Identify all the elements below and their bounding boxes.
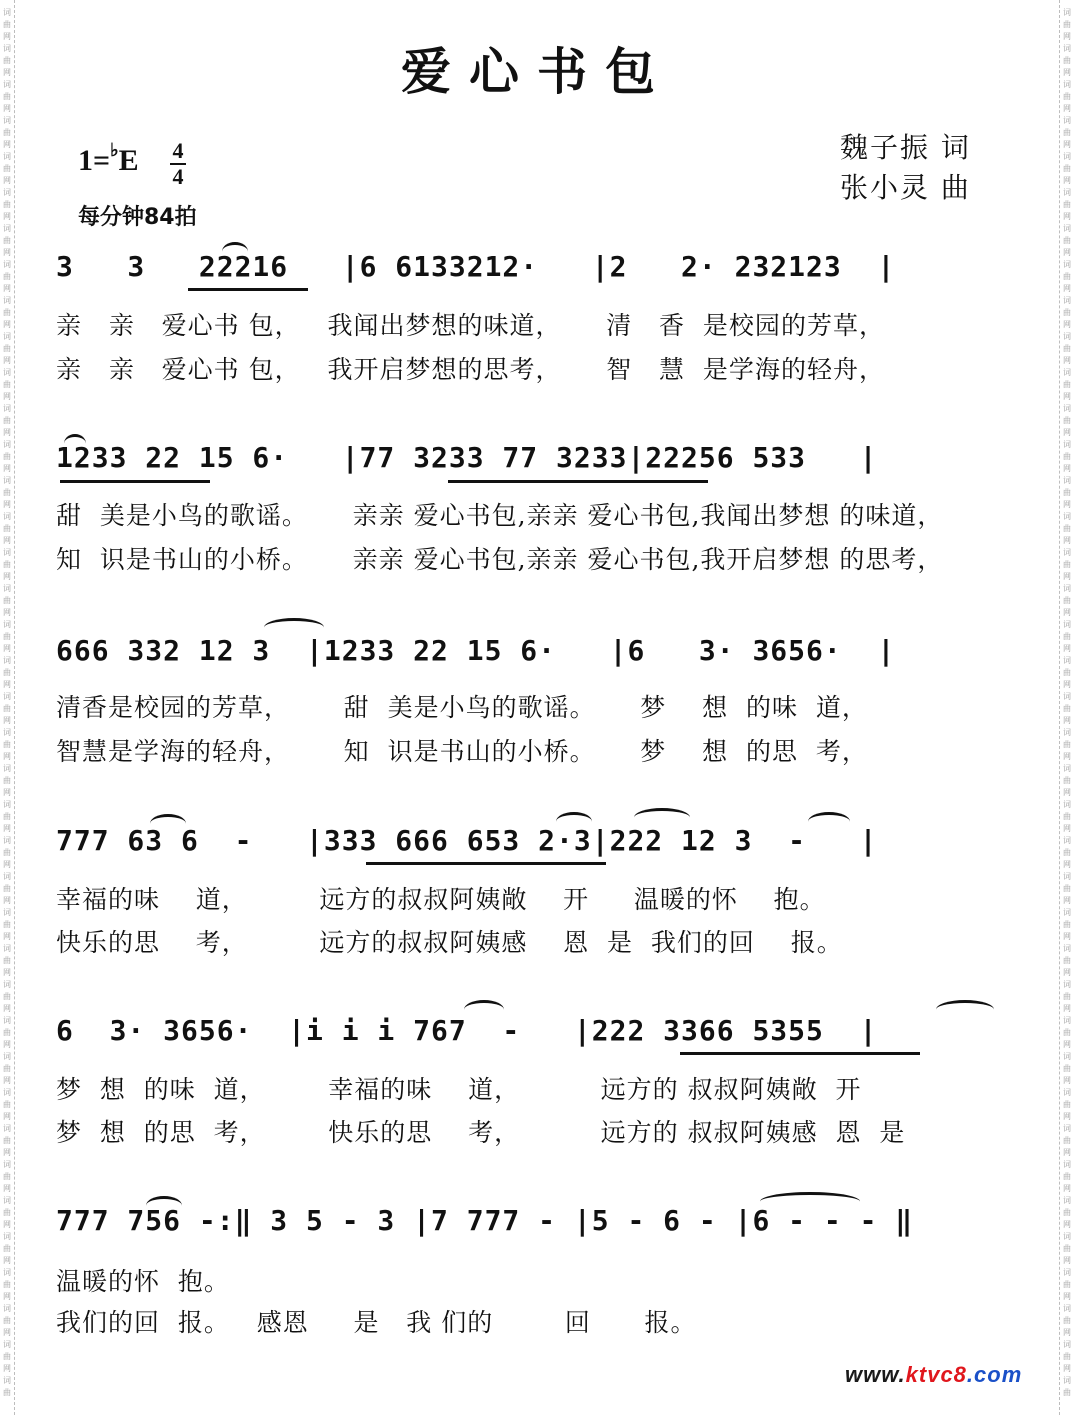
- lyrics-row-3-verse-1: 清香是校园的芳草， 甜 美是小鸟的歌谣。 梦 想 的味 道，: [56, 693, 868, 722]
- slur-mark: [556, 812, 592, 831]
- watermark-glyph: 曲: [1063, 1388, 1071, 1397]
- watermark-glyph: 曲: [3, 20, 11, 29]
- watermark-glyph: 词: [3, 440, 11, 449]
- watermark-glyph: 词: [1063, 584, 1071, 593]
- watermark-glyph: 网: [3, 824, 11, 833]
- watermark-glyph: 网: [3, 320, 11, 329]
- watermark-glyph: 曲: [3, 668, 11, 677]
- tie-mark: [760, 1192, 860, 1211]
- watermark-glyph: 词: [3, 116, 11, 125]
- watermark-glyph: 词: [3, 224, 11, 233]
- watermark-glyph: 词: [1063, 1124, 1071, 1133]
- watermark-glyph: 词: [1063, 1016, 1071, 1025]
- watermark-glyph: 曲: [1063, 344, 1071, 353]
- watermark-glyph: 曲: [1063, 884, 1071, 893]
- lyrics-row-5-verse-2: 梦 想 的思 考， 快乐的思 考， 远方的 叔叔阿姨感 恩 是: [56, 1118, 906, 1147]
- watermark-glyph: 网: [3, 644, 11, 653]
- watermark-glyph: 曲: [3, 1316, 11, 1325]
- watermark-glyph: 词: [1063, 692, 1071, 701]
- watermark-glyph: 曲: [1063, 92, 1071, 101]
- watermark-glyph: 网: [3, 1256, 11, 1265]
- watermark-glyph: 网: [3, 284, 11, 293]
- watermark-glyph: 网: [1063, 140, 1071, 149]
- watermark-glyph: 网: [1063, 572, 1071, 581]
- watermark-glyph: 曲: [3, 488, 11, 497]
- watermark-glyph: 词: [1063, 260, 1071, 269]
- watermark-glyph: 曲: [3, 776, 11, 785]
- watermark-glyph: 词: [1063, 224, 1071, 233]
- watermark-glyph: 网: [1063, 68, 1071, 77]
- watermark-glyph: 词: [3, 764, 11, 773]
- notation-row-4: 777 63 6 - |333 666 653 2·3|222 12 3 - |: [56, 824, 878, 857]
- watermark-glyph: 网: [1063, 356, 1071, 365]
- watermark-glyph: 网: [1063, 788, 1071, 797]
- lyrics-row-4-verse-2: 快乐的思 考， 远方的叔叔阿姨感 恩 是 我们的回 报。: [56, 928, 843, 957]
- watermark-glyph: 曲: [3, 1280, 11, 1289]
- slur-mark: [808, 812, 850, 831]
- watermark-glyph: 网: [3, 104, 11, 113]
- watermark-glyph: 曲: [1063, 1064, 1071, 1073]
- watermark-glyph: 词: [1063, 80, 1071, 89]
- notation-row-2: 1233 22 15 6· |77 3233 77 3233|22256 533 |: [56, 441, 878, 474]
- watermark-glyph: 曲: [1063, 1280, 1071, 1289]
- watermark-glyph: 网: [3, 500, 11, 509]
- tempo-marking: 每分钟84拍: [78, 205, 197, 230]
- slur-mark: [146, 1196, 182, 1215]
- lyrics-row-2-verse-1: 甜 美是小鸟的歌谣。 亲亲 爱心书包,亲亲 爱心书包,我闻出梦想 的味道，: [56, 501, 944, 530]
- watermark-glyph: 曲: [3, 524, 11, 533]
- watermark-glyph: 曲: [3, 992, 11, 1001]
- watermark-glyph: 词: [3, 296, 11, 305]
- watermark-glyph: 词: [1063, 1376, 1071, 1385]
- watermark-glyph: 曲: [3, 1100, 11, 1109]
- watermark-glyph: 词: [1063, 908, 1071, 917]
- watermark-glyph: 曲: [1063, 200, 1071, 209]
- watermark-glyph: 曲: [3, 632, 11, 641]
- watermark-glyph: 网: [3, 1220, 11, 1229]
- watermark-glyph: 词: [3, 872, 11, 881]
- watermark-glyph: 曲: [3, 704, 11, 713]
- watermark-glyph: 词: [1063, 1268, 1071, 1277]
- watermark-glyph: 词: [3, 1160, 11, 1169]
- watermark-glyph: 词: [1063, 440, 1071, 449]
- watermark-glyph: 曲: [1063, 128, 1071, 137]
- watermark-glyph: 词: [1063, 1196, 1071, 1205]
- watermark-glyph: 网: [1063, 644, 1071, 653]
- watermark-glyph: 曲: [3, 884, 11, 893]
- watermark-glyph: 曲: [1063, 956, 1071, 965]
- watermark-glyph: 词: [1063, 548, 1071, 557]
- watermark-glyph: 词: [3, 1232, 11, 1241]
- watermark-glyph: 网: [1063, 536, 1071, 545]
- watermark-glyph: 曲: [3, 1064, 11, 1073]
- watermark-glyph: 曲: [1063, 20, 1071, 29]
- watermark-glyph: 词: [3, 836, 11, 845]
- watermark-glyph: 曲: [1063, 1172, 1071, 1181]
- watermark-glyph: 曲: [1063, 272, 1071, 281]
- watermark-glyph: 网: [1063, 176, 1071, 185]
- watermark-glyph: 词: [1063, 1088, 1071, 1097]
- watermark-glyph: 网: [1063, 608, 1071, 617]
- watermark-glyph: 网: [3, 1076, 11, 1085]
- watermark-glyph: 网: [3, 68, 11, 77]
- watermark-glyph: 网: [1063, 1184, 1071, 1193]
- beam-mark: [60, 480, 210, 483]
- watermark-glyph: 网: [3, 860, 11, 869]
- watermark-glyph: 曲: [3, 344, 11, 353]
- watermark-glyph: 词: [3, 1052, 11, 1061]
- watermark-glyph: 网: [3, 140, 11, 149]
- notation-row-5: 6 3· 3656· |i i i 767 - |222 3366 5355 |: [56, 1014, 878, 1047]
- time-signature: 4 4: [170, 140, 186, 188]
- watermark-glyph: 曲: [3, 740, 11, 749]
- watermark-glyph: 曲: [1063, 920, 1071, 929]
- watermark-glyph: 词: [1063, 368, 1071, 377]
- watermark-glyph: 词: [1063, 800, 1071, 809]
- lyrics-row-4-verse-1: 幸福的味 道， 远方的叔叔阿姨敞 开 温暖的怀 抱。: [56, 885, 826, 914]
- watermark-glyph: 词: [3, 1268, 11, 1277]
- watermark-glyph: 词: [1063, 728, 1071, 737]
- watermark-glyph: 词: [3, 476, 11, 485]
- watermark-glyph: 曲: [1063, 848, 1071, 857]
- beam-mark: [448, 480, 708, 483]
- watermark-glyph: 曲: [1063, 1100, 1071, 1109]
- notation-row-6: 777 756 -:‖ 3 5 - 3 |7 777 - |5 - 6 - |6 - - - ‖: [56, 1204, 914, 1237]
- watermark-glyph: 网: [3, 1040, 11, 1049]
- lyrics-row-1-verse-1: 亲 亲 爱心书 包， 我闻出梦想的味道， 清 香 是校园的芳草，: [56, 311, 885, 340]
- watermark-glyph: 词: [1063, 476, 1071, 485]
- watermark-glyph: 网: [1063, 932, 1071, 941]
- watermark-glyph: 网: [1063, 104, 1071, 113]
- watermark-glyph: 曲: [3, 1208, 11, 1217]
- beam-mark: [188, 288, 308, 291]
- watermark-glyph: 网: [1063, 464, 1071, 473]
- watermark-glyph: 词: [1063, 764, 1071, 773]
- watermark-glyph: 网: [1063, 716, 1071, 725]
- slur-mark: [464, 1000, 504, 1019]
- watermark-glyph: 词: [1063, 44, 1071, 53]
- watermark-glyph: 网: [1063, 428, 1071, 437]
- watermark-glyph: 网: [1063, 1364, 1071, 1373]
- watermark-glyph: 曲: [1063, 812, 1071, 821]
- watermark-glyph: 网: [1063, 32, 1071, 41]
- watermark-glyph: 词: [1063, 944, 1071, 953]
- watermark-glyph: 网: [1063, 1220, 1071, 1229]
- watermark-glyph: 词: [3, 1016, 11, 1025]
- watermark-glyph: 网: [1063, 248, 1071, 257]
- notation-row-1: 3 3 22216 |6 6133212· |2 2· 232123 |: [56, 250, 896, 283]
- watermark-glyph: 曲: [3, 452, 11, 461]
- watermark-glyph: 曲: [1063, 452, 1071, 461]
- watermark-glyph: 网: [3, 392, 11, 401]
- watermark-glyph: 网: [3, 932, 11, 941]
- watermark-glyph: 词: [1063, 620, 1071, 629]
- watermark-glyph: 曲: [1063, 380, 1071, 389]
- watermark-glyph: 网: [3, 968, 11, 977]
- website-watermark: www.ktvc8.com: [845, 1362, 1023, 1387]
- lyrics-row-3-verse-2: 智慧是学海的轻舟， 知 识是书山的小桥。 梦 想 的思 考，: [56, 737, 868, 766]
- watermark-glyph: 网: [3, 1364, 11, 1373]
- watermark-glyph: 词: [1063, 8, 1071, 17]
- watermark-glyph: 曲: [3, 1028, 11, 1037]
- lyricist-credit: 魏子振 词: [840, 131, 971, 164]
- watermark-glyph: 曲: [3, 812, 11, 821]
- watermark-glyph: 曲: [1063, 1208, 1071, 1217]
- watermark-glyph: 曲: [1063, 524, 1071, 533]
- watermark-glyph: 词: [3, 800, 11, 809]
- watermark-glyph: 网: [3, 1292, 11, 1301]
- watermark-glyph: 词: [1063, 1160, 1071, 1169]
- watermark-glyph: 曲: [3, 164, 11, 173]
- watermark-glyph: 曲: [3, 128, 11, 137]
- watermark-glyph: 词: [1063, 1232, 1071, 1241]
- watermark-glyph: 曲: [1063, 488, 1071, 497]
- watermark-glyph: 网: [3, 896, 11, 905]
- watermark-glyph: 词: [1063, 1340, 1071, 1349]
- watermark-glyph: 网: [3, 680, 11, 689]
- watermark-glyph: 曲: [3, 1172, 11, 1181]
- lyrics-row-2-verse-2: 知 识是书山的小桥。 亲亲 爱心书包,亲亲 爱心书包,我开启梦想 的思考，: [56, 545, 944, 574]
- watermark-glyph: 词: [3, 1304, 11, 1313]
- watermark-glyph: 词: [1063, 152, 1071, 161]
- watermark-glyph: 词: [3, 656, 11, 665]
- watermark-glyph: 词: [3, 620, 11, 629]
- watermark-glyph: 曲: [3, 308, 11, 317]
- watermark-glyph: 词: [3, 44, 11, 53]
- watermark-glyph: 曲: [1063, 236, 1071, 245]
- watermark-glyph: 词: [3, 512, 11, 521]
- slur-mark: [150, 814, 186, 833]
- watermark-glyph: 网: [3, 788, 11, 797]
- watermark-glyph: 网: [3, 752, 11, 761]
- watermark-glyph: 曲: [3, 848, 11, 857]
- watermark-glyph: 词: [3, 188, 11, 197]
- watermark-glyph: 词: [1063, 1052, 1071, 1061]
- watermark-glyph: 曲: [3, 92, 11, 101]
- watermark-glyph: 网: [3, 1184, 11, 1193]
- watermark-glyph: 词: [3, 1376, 11, 1385]
- watermark-glyph: 网: [3, 1112, 11, 1121]
- watermark-glyph: 曲: [1063, 776, 1071, 785]
- lyrics-row-1-verse-2: 亲 亲 爱心书 包， 我开启梦想的思考， 智 慧 是学海的轻舟，: [56, 355, 885, 384]
- watermark-glyph: 词: [1063, 836, 1071, 845]
- watermark-glyph: 网: [3, 248, 11, 257]
- watermark-glyph: 词: [3, 1124, 11, 1133]
- watermark-glyph: 词: [3, 260, 11, 269]
- watermark-glyph: 词: [1063, 188, 1071, 197]
- watermark-glyph: 网: [1063, 1148, 1071, 1157]
- watermark-glyph: 网: [3, 176, 11, 185]
- watermark-glyph: 网: [3, 716, 11, 725]
- watermark-glyph: 词: [3, 8, 11, 17]
- beam-mark: [366, 862, 606, 865]
- watermark-glyph: 网: [1063, 860, 1071, 869]
- watermark-glyph: 网: [1063, 1292, 1071, 1301]
- watermark-glyph: 网: [1063, 896, 1071, 905]
- watermark-glyph: 网: [3, 1328, 11, 1337]
- watermark-glyph: 曲: [1063, 56, 1071, 65]
- watermark-glyph: 网: [1063, 1256, 1071, 1265]
- watermark-glyph: 网: [3, 572, 11, 581]
- tie-mark: [936, 1000, 994, 1019]
- watermark-glyph: 曲: [3, 1136, 11, 1145]
- watermark-glyph: 词: [3, 1196, 11, 1205]
- watermark-glyph: 网: [1063, 320, 1071, 329]
- watermark-glyph: 曲: [1063, 1316, 1071, 1325]
- watermark-glyph: 词: [3, 908, 11, 917]
- watermark-glyph: 曲: [1063, 416, 1071, 425]
- watermark-glyph: 词: [3, 1340, 11, 1349]
- watermark-glyph: 词: [3, 548, 11, 557]
- watermark-glyph: 网: [1063, 968, 1071, 977]
- watermark-glyph: 词: [3, 80, 11, 89]
- left-watermark-strip: [0, 0, 15, 1415]
- watermark-glyph: 曲: [1063, 1352, 1071, 1361]
- watermark-glyph: 曲: [1063, 164, 1071, 173]
- watermark-glyph: 网: [1063, 1076, 1071, 1085]
- song-title: 爱心书包: [401, 42, 673, 101]
- watermark-glyph: 网: [3, 608, 11, 617]
- watermark-glyph: 曲: [1063, 992, 1071, 1001]
- watermark-glyph: 网: [3, 32, 11, 41]
- watermark-glyph: 曲: [1063, 704, 1071, 713]
- watermark-glyph: 网: [3, 1004, 11, 1013]
- watermark-glyph: 词: [1063, 512, 1071, 521]
- watermark-glyph: 词: [3, 728, 11, 737]
- watermark-glyph: 曲: [3, 380, 11, 389]
- watermark-glyph: 词: [3, 1088, 11, 1097]
- watermark-glyph: 曲: [1063, 668, 1071, 677]
- watermark-glyph: 曲: [1063, 560, 1071, 569]
- lyrics-row-5-verse-1: 梦 想 的味 道， 幸福的味 道， 远方的 叔叔阿姨敞 开: [56, 1075, 862, 1104]
- watermark-glyph: 词: [1063, 980, 1071, 989]
- watermark-glyph: 曲: [3, 1352, 11, 1361]
- lyrics-row-6-verse-2: 我们的回 报。 感恩 是 我 们的 回 报。: [56, 1308, 697, 1337]
- watermark-glyph: 曲: [1063, 1136, 1071, 1145]
- right-watermark-strip: [1059, 0, 1074, 1415]
- watermark-glyph: 词: [1063, 116, 1071, 125]
- watermark-glyph: 词: [3, 980, 11, 989]
- watermark-glyph: 曲: [3, 596, 11, 605]
- composer-credit: 张小灵 曲: [840, 171, 971, 204]
- watermark-glyph: 曲: [1063, 740, 1071, 749]
- watermark-glyph: 曲: [3, 416, 11, 425]
- watermark-glyph: 曲: [3, 236, 11, 245]
- beam-mark: [680, 1052, 920, 1055]
- watermark-glyph: 曲: [3, 560, 11, 569]
- watermark-glyph: 曲: [1063, 308, 1071, 317]
- watermark-glyph: 曲: [1063, 632, 1071, 641]
- watermark-glyph: 曲: [1063, 1244, 1071, 1253]
- watermark-glyph: 词: [3, 584, 11, 593]
- watermark-glyph: 词: [3, 332, 11, 341]
- watermark-glyph: 词: [3, 404, 11, 413]
- watermark-glyph: 曲: [3, 956, 11, 965]
- watermark-glyph: 词: [3, 368, 11, 377]
- watermark-glyph: 曲: [3, 1244, 11, 1253]
- watermark-glyph: 网: [1063, 824, 1071, 833]
- watermark-glyph: 网: [3, 212, 11, 221]
- watermark-glyph: 曲: [3, 1388, 11, 1397]
- watermark-glyph: 曲: [1063, 596, 1071, 605]
- watermark-glyph: 曲: [1063, 1028, 1071, 1037]
- watermark-glyph: 网: [3, 536, 11, 545]
- watermark-glyph: 词: [1063, 296, 1071, 305]
- watermark-glyph: 网: [3, 464, 11, 473]
- watermark-glyph: 网: [3, 356, 11, 365]
- lyrics-row-6-verse-1: 温暖的怀 抱。: [56, 1267, 230, 1296]
- watermark-glyph: 网: [3, 1148, 11, 1157]
- watermark-glyph: 词: [3, 152, 11, 161]
- watermark-glyph: 网: [1063, 680, 1071, 689]
- watermark-glyph: 网: [1063, 1328, 1071, 1337]
- watermark-glyph: 词: [1063, 1304, 1071, 1313]
- watermark-glyph: 词: [1063, 872, 1071, 881]
- slur-mark: [222, 242, 248, 261]
- tie-mark: [264, 618, 324, 637]
- key-signature: 1=♭E: [78, 140, 139, 177]
- watermark-glyph: 网: [1063, 1040, 1071, 1049]
- watermark-glyph: 词: [3, 944, 11, 953]
- watermark-glyph: 网: [1063, 752, 1071, 761]
- watermark-glyph: 词: [1063, 656, 1071, 665]
- watermark-glyph: 词: [3, 692, 11, 701]
- watermark-glyph: 词: [1063, 332, 1071, 341]
- watermark-glyph: 网: [1063, 1112, 1071, 1121]
- watermark-glyph: 曲: [3, 56, 11, 65]
- tie-mark: [634, 808, 690, 827]
- watermark-glyph: 网: [1063, 1004, 1071, 1013]
- watermark-glyph: 网: [1063, 212, 1071, 221]
- watermark-glyph: 曲: [3, 920, 11, 929]
- watermark-glyph: 曲: [3, 272, 11, 281]
- watermark-glyph: 网: [1063, 392, 1071, 401]
- watermark-glyph: 词: [1063, 404, 1071, 413]
- slur-mark: [64, 434, 86, 453]
- watermark-glyph: 网: [1063, 500, 1071, 509]
- watermark-glyph: 曲: [3, 200, 11, 209]
- notation-row-3: 666 332 12 3 |1233 22 15 6· |6 3· 3656· |: [56, 634, 896, 667]
- watermark-glyph: 网: [3, 428, 11, 437]
- watermark-glyph: 网: [1063, 284, 1071, 293]
